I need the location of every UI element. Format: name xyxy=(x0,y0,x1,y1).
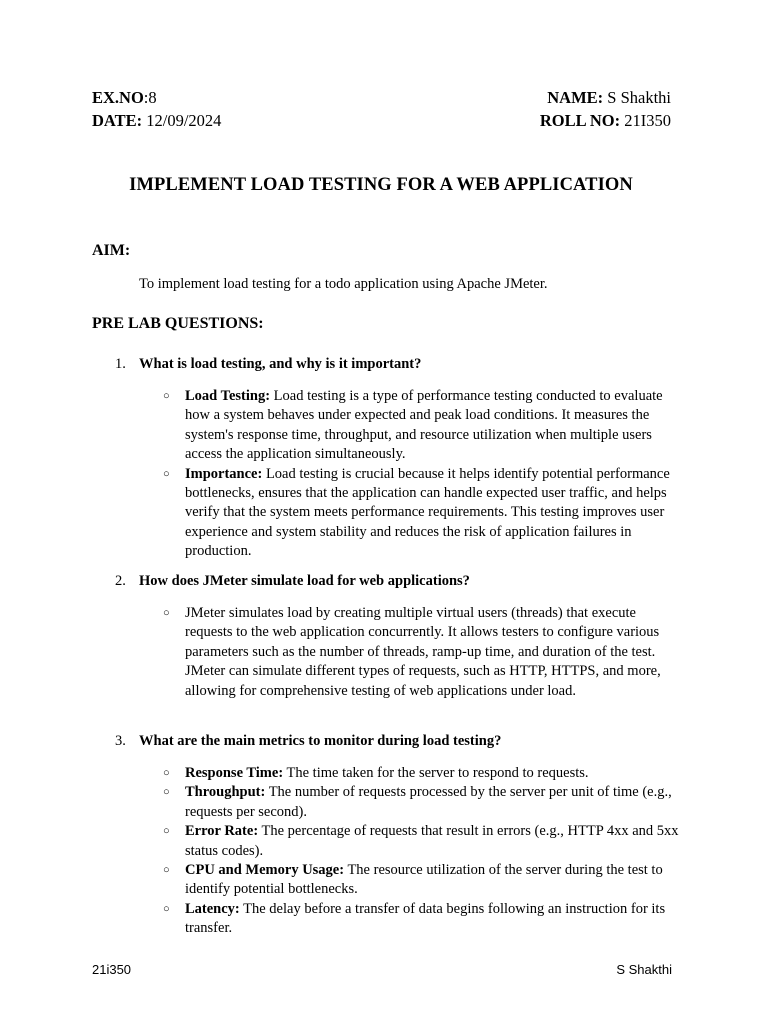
circle-bullet-icon: ○ xyxy=(163,467,170,480)
question-text: How does JMeter simulate load for web applications? xyxy=(139,573,470,589)
term: Load Testing: xyxy=(185,388,271,404)
term: Throughput: xyxy=(185,784,266,801)
footer-roll-number: 21i350 xyxy=(92,962,132,977)
question-1-answers xyxy=(160,387,680,562)
circle-bullet-icon: ○ xyxy=(163,902,170,915)
term: Importance: xyxy=(185,465,263,482)
question-1 xyxy=(115,356,421,373)
list-item xyxy=(160,783,680,822)
question-2 xyxy=(115,573,470,590)
date xyxy=(92,111,221,131)
list-item xyxy=(160,387,680,465)
question-3-answers xyxy=(160,764,680,939)
aim-text: To implement load testing for a todo application using Apache JMeter. xyxy=(139,276,548,292)
student-name-value: S Shakthi xyxy=(603,88,671,107)
definition: The percentage of requests that result in errors (e.g., HTTP 4xx and 5xx status codes). xyxy=(185,823,679,859)
exercise-number-label: EX.NO xyxy=(92,88,144,107)
term: Response Time: xyxy=(185,765,284,781)
definition: The time taken for the server to respond to requests. xyxy=(283,765,589,781)
footer-student-name: S Shakthi xyxy=(616,962,672,977)
list-item xyxy=(160,764,680,783)
question-number: 3. xyxy=(115,733,126,749)
term: CPU and Memory Usage: xyxy=(185,862,345,879)
definition: The delay before a transfer of data begins following an instruction for its transfer. xyxy=(185,900,666,937)
definition: The number of requests processed by the server per unit of time (e.g., requests per second). xyxy=(185,784,672,820)
question-number: 2. xyxy=(115,573,126,589)
prelab-heading: PRE LAB QUESTIONS: xyxy=(92,315,264,332)
roll-number-value: 21I350 xyxy=(620,111,671,130)
exercise-number xyxy=(92,88,157,108)
question-2-answers xyxy=(160,604,680,701)
exercise-number-value: :8 xyxy=(143,88,157,107)
circle-bullet-icon: ○ xyxy=(163,825,170,838)
roll-number xyxy=(540,111,671,131)
circle-bullet-icon: ○ xyxy=(163,607,170,619)
date-value: 12/09/2024 xyxy=(142,111,222,130)
definition: The resource utilization of the server during the test to identify potential bottlenecks. xyxy=(185,862,663,898)
question-3 xyxy=(115,733,501,750)
roll-number-label: ROLL NO: xyxy=(539,111,621,130)
circle-bullet-icon: ○ xyxy=(163,390,170,402)
student-name xyxy=(547,88,671,108)
definition: JMeter simulates load by creating multiple virtual users (threads) that execute requests to the web application concurrently. It allows testers to configure various parameters such as the number of threads, ramp-up time, and duration of the test. JMeter can simulate different types of requests, such as HTTP, HTTPS, and more, allowing for comprehensive testing of web applications under load. xyxy=(185,605,661,699)
question-text: What are the main metrics to monitor during load testing? xyxy=(139,733,502,749)
list-item xyxy=(160,465,680,562)
list-item xyxy=(160,604,680,701)
list-item xyxy=(160,900,680,939)
circle-bullet-icon: ○ xyxy=(163,864,170,877)
aim-heading: AIM: xyxy=(92,242,131,259)
question-number: 1. xyxy=(115,356,126,372)
definition: Load testing is a type of performance testing conducted to evaluate how a system behaves under expected and peak load conditions. It measures the system's response time, throughput, and resource utilization when multiple users access the application simultaneously. xyxy=(185,388,663,463)
list-item xyxy=(160,861,680,900)
date-label: DATE: xyxy=(92,111,143,130)
student-name-label: NAME: xyxy=(547,88,604,107)
term: Latency: xyxy=(185,900,240,917)
question-text: What is load testing, and why is it important? xyxy=(139,356,422,372)
list-item xyxy=(160,822,680,861)
document-title: IMPLEMENT LOAD TESTING FOR A WEB APPLICATION xyxy=(129,175,633,195)
definition: Load testing is crucial because it helps identify potential performance bottlenecks, ensures that the application can handle expected user traffic, and helps verify that the system meets performance requirements. This testing improves user experience and system stability and reduces the risk of application failures in production. xyxy=(185,465,670,560)
circle-bullet-icon: ○ xyxy=(163,767,170,779)
term: Error Rate: xyxy=(185,823,259,840)
circle-bullet-icon: ○ xyxy=(163,786,170,799)
